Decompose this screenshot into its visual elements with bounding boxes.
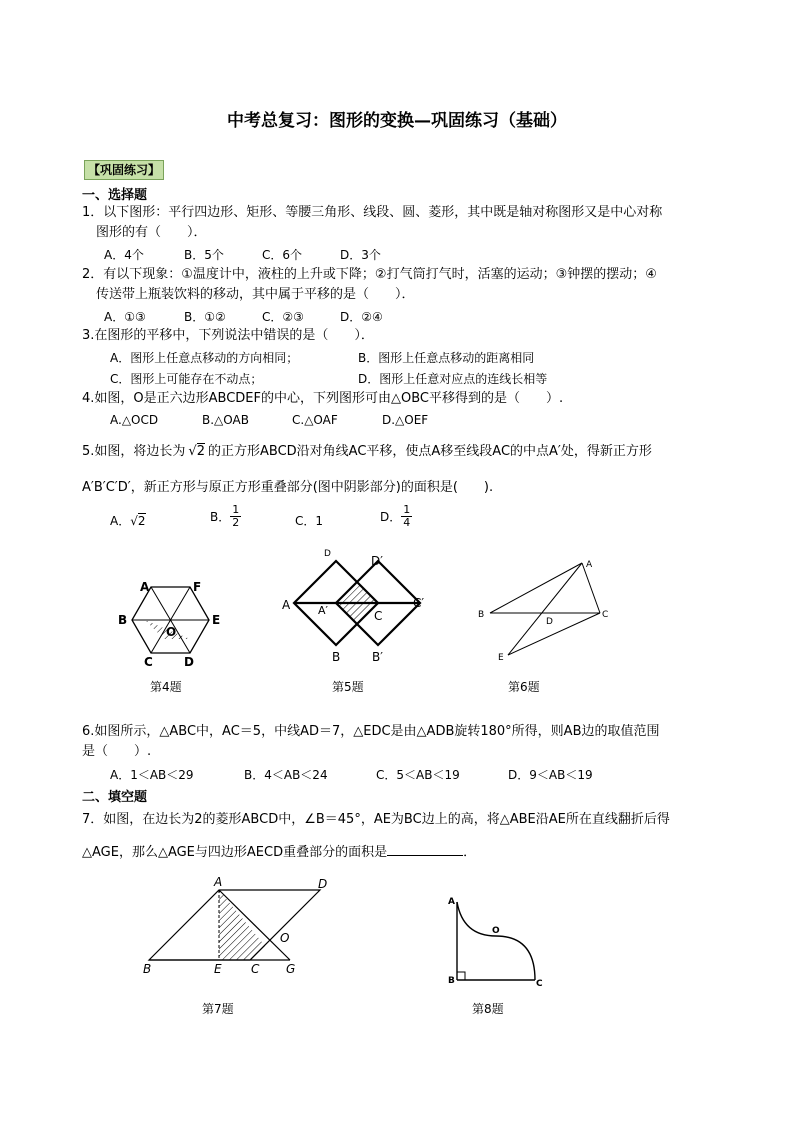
rh-label-g: G — [286, 962, 296, 976]
sq-label-d: D — [324, 549, 331, 559]
q6-option-a: A．1＜AB＜29 — [110, 768, 194, 782]
q2-text-line1: 2．有以下现象：①温度计中，液柱的上升或下降；②打气筒打气时，活塞的运动；③钟摆的摆动；④ — [82, 267, 657, 282]
q6-option-d: D．9＜AB＜19 — [508, 768, 593, 782]
q1-text-line1: 1．以下图形：平行四边形、矩形、等腰三角形、线段、圆、菱形，其中既是轴对称图形又是中心对称 — [82, 205, 663, 220]
q1-option-d: D．3个 — [340, 248, 381, 262]
arc-label-b: B — [448, 976, 455, 986]
q5-option-b-denominator: 2 — [232, 516, 240, 529]
right-angle-mark — [457, 972, 465, 980]
sq-label-a: A — [282, 598, 291, 612]
squares-figure — [282, 549, 424, 664]
sq-label-c: C — [374, 609, 383, 623]
figures-row-1 — [110, 545, 670, 695]
q7-answer-blank — [387, 843, 463, 856]
q5-sqrt: √2 — [188, 444, 205, 459]
q6-text-line1: 6.如图所示，△ABC中，AC＝5，中线AD＝7，△EDC是由△ADB旋转180°所得，则AB边的取值范围 — [82, 724, 660, 739]
q2-option-b: B．①② — [184, 310, 226, 324]
hex-label-o: O — [166, 625, 177, 639]
q5-option-b-label: B． — [210, 510, 231, 524]
caption-fig5: 第5题 — [332, 680, 364, 694]
q5-option-a-value: 2 — [137, 514, 146, 528]
tri-label-c: C — [602, 610, 609, 620]
q2-option-c: C．②③ — [262, 310, 304, 324]
tri-label-a: A — [586, 560, 593, 570]
segment-ac — [582, 563, 600, 613]
q5-option-d-label: D． — [380, 510, 402, 524]
segment-ec — [508, 613, 600, 655]
arc-label-c: C — [536, 979, 543, 989]
q5-option-d-numerator: 1 — [403, 503, 411, 516]
rh-label-a: A — [214, 875, 223, 889]
q4-option-c: C.△OAF — [292, 413, 338, 427]
hex-label-f: F — [193, 580, 202, 594]
q5-option-a-label: A． — [110, 514, 131, 528]
hex-label-e: E — [212, 613, 221, 627]
q1-text-line2: 图形的有（ ）． — [96, 225, 207, 240]
q2-option-a: A．①③ — [104, 310, 146, 324]
q7-text-line2-end: ． — [463, 845, 477, 860]
rh-label-e: E — [214, 962, 222, 976]
hex-label-c: C — [144, 655, 153, 669]
q4-option-b: B.△OAB — [202, 413, 249, 427]
sq-label-d2: D′ — [371, 554, 383, 568]
caption-fig6: 第6题 — [508, 680, 540, 694]
q5-option-a — [110, 512, 146, 529]
q7-text-line1: 7．如图，在边长为2的菱形ABCD中，∠B＝45°，AE为BC边上的高，将△ABE沿AE所在直线翻折后得 — [82, 812, 670, 827]
tri-label-b: B — [478, 610, 485, 620]
section-choice-heading: 一、选择题 — [82, 188, 148, 203]
arc-label-a: A — [448, 897, 455, 907]
section-tag: 【巩固练习】 — [84, 160, 164, 180]
q5-option-c: C．1 — [295, 514, 324, 528]
q5-option-b — [210, 504, 241, 529]
q3-option-a: A．图形上任意点移动的方向相同； — [110, 351, 299, 365]
q5-text-line1 — [82, 442, 652, 462]
caption-fig8: 第8题 — [472, 1002, 504, 1016]
q4-text: 4.如图，O是正六边形ABCDEF的中心，下列图形可由△OBC平移得到的是（ ）. — [82, 391, 564, 406]
sq-label-a2: A′ — [318, 604, 329, 617]
q6-option-b: B．4＜AB＜24 — [244, 768, 328, 782]
hex-label-a: A — [140, 580, 150, 594]
rh-label-o: O — [280, 931, 290, 945]
arc-label-o: O — [492, 926, 500, 936]
q5-option-d-fraction — [401, 504, 412, 529]
sq-label-b2: B′ — [372, 650, 383, 664]
q3-text: 3.在图形的平移中，下列说法中错误的是（ ）． — [82, 328, 374, 343]
q1-option-a: A．4个 — [104, 248, 144, 262]
q5-text-line1-a: 5.如图，将边长为 — [82, 444, 186, 459]
hex-label-d: D — [184, 655, 194, 669]
rhombus-figure — [143, 875, 327, 976]
figures-row-2 — [130, 868, 560, 998]
q2-option-d: D．②④ — [340, 310, 383, 324]
caption-fig4: 第4题 — [150, 680, 182, 694]
q4-option-d: D.△OEF — [382, 413, 429, 427]
segment-ba — [490, 563, 582, 613]
triangles-figure — [478, 560, 608, 663]
q6-text-line2: 是（ ）. — [82, 744, 152, 759]
page-title: 中考总复习：图形的变换—巩固练习（基础） — [227, 111, 567, 131]
rh-label-b: B — [143, 962, 152, 976]
rh-label-d: D — [318, 877, 328, 891]
arc-aoc — [457, 902, 535, 980]
section-fill-heading: 二、填空题 — [82, 790, 148, 805]
q3-option-c: C．图形上可能存在不动点； — [110, 372, 263, 386]
sq-label-c2: C′ — [413, 596, 425, 610]
q5-text-line2: A′B′C′D′，新正方形与原正方形重叠部分(图中阴影部分)的面积是( ). — [82, 480, 494, 495]
q5-option-d — [380, 504, 412, 529]
q7-text-line2 — [82, 843, 476, 863]
q4-option-a: A.△OCD — [110, 413, 159, 427]
tri-label-e: E — [498, 653, 504, 663]
q5-option-a-sqrt: √2 — [130, 514, 146, 528]
arc-figure — [448, 897, 543, 989]
q7-text-line2-main: △AGE，那么△AGE与四边形AECD重叠部分的面积是 — [82, 845, 388, 860]
q5-text-line1-b: 的正方形ABCD沿对角线AC平移，使点A移至线段AC的中点A′处，得新正方形 — [207, 444, 652, 459]
q1-option-c: C．6个 — [262, 248, 303, 262]
q3-option-d: D．图形上任意对应点的连线长相等 — [358, 372, 548, 386]
hex-label-b: B — [118, 613, 128, 627]
q5-sqrt-value: 2 — [196, 444, 205, 459]
sq-label-b: B — [332, 650, 341, 664]
q5-option-b-fraction — [230, 504, 241, 529]
caption-fig7: 第7题 — [202, 1002, 234, 1016]
tri-label-d: D — [546, 617, 553, 627]
q5-option-d-denominator: 4 — [403, 516, 411, 529]
rh-label-c: C — [251, 962, 260, 976]
q6-option-c: C．5＜AB＜19 — [376, 768, 460, 782]
q1-option-b: B．5个 — [184, 248, 224, 262]
q3-option-b: B．图形上任意点移动的距离相同 — [358, 351, 535, 365]
q5-option-b-numerator: 1 — [232, 503, 240, 516]
hexagon-figure — [118, 580, 220, 669]
segment-ae — [508, 563, 582, 655]
rhombus-shaded-overlap — [219, 890, 266, 960]
q2-text-line2: 传送带上瓶装饮料的移动，其中属于平移的是（ ）． — [96, 287, 415, 302]
